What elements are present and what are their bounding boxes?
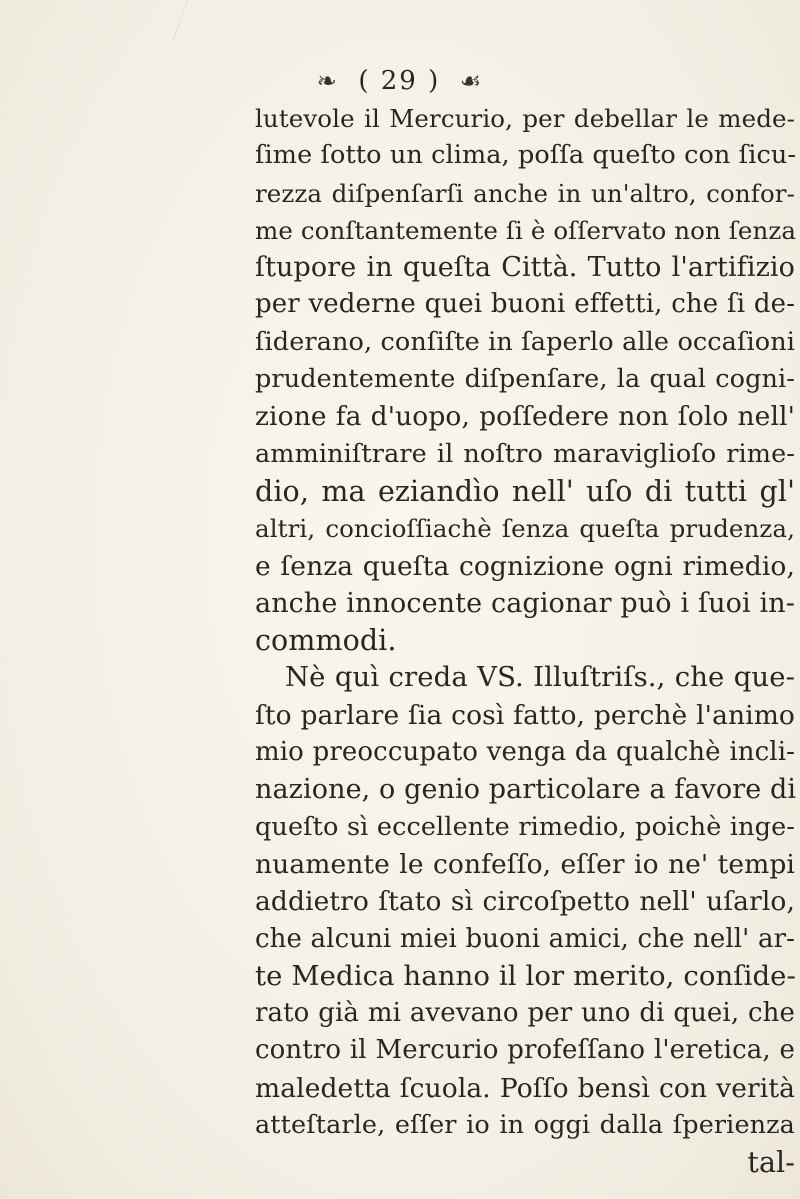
text-line: altri, concioſſiachè ſenza queſta prudenza,	[255, 514, 795, 544]
text-line: ſto parlare ſia così fatto, perchè l'animo	[255, 699, 795, 731]
text-line: nuamente le confeſſo, eſſer io ne' tempi	[255, 848, 795, 880]
text-line: zione fa d'uopo, poſſedere non ſolo nell'	[255, 401, 795, 433]
text-line: ſtupore in queſta Città. Tutto l'artifizio	[255, 252, 795, 284]
text-line: lutevole il Mercurio, per debellar le mede-	[255, 104, 795, 133]
text-line: dio, ma eziandìo nell' uſo di tutti gl'	[255, 474, 795, 508]
page-number: ( 29 )	[358, 66, 441, 96]
fleuron-left-icon: ❧	[316, 67, 339, 95]
page-header	[0, 62, 800, 97]
text-line: te Medica hanno il lor merito, conſide-	[255, 959, 796, 992]
text-line: mio preoccupato venga da qualchè incli-	[255, 737, 795, 768]
page-fold-mark	[173, 0, 229, 40]
paragraph-end-line: commodi.	[255, 624, 397, 658]
text-line: amminiſtrare il noſtro maraviglioſo rime-	[255, 438, 795, 469]
text-line: maledetta ſcuola. Poſſo bensì con verità	[255, 1072, 795, 1104]
paragraph-start-line: Nè quì creda VS. Illuſtriſs., che que-	[285, 661, 795, 694]
text-line: addietro ſtato sì circoſpetto nell' uſarlo,	[255, 886, 795, 918]
text-line: anche innocente cagionar può i ſuoi in-	[255, 587, 795, 619]
text-line: e ſenza queſta cognizione ogni rimedio,	[255, 550, 795, 582]
text-line: rezza diſpenſarſi anche in un'altro, confor-	[255, 178, 795, 208]
text-line: me conſtantemente ſi è oſſervato non ſenza	[255, 215, 797, 245]
text-line: ſime ſotto un clima, poſſa queſto con ſicu-	[255, 140, 797, 171]
text-line: queſto sì eccellente rimedio, poichè inge-	[255, 811, 795, 842]
fleuron-right-icon: ☙	[459, 67, 484, 95]
text-line: per vederne quei buoni effetti, che ſi de-	[255, 289, 795, 320]
text-line: rato già mi avevano per uno di quei, che	[255, 998, 795, 1029]
text-line: atteſtarle, eſſer io in oggi dalla ſperienza	[255, 1110, 795, 1141]
body-text	[255, 100, 795, 1182]
catchword: tal-	[747, 1146, 795, 1180]
text-line: ſiderano, conſiſte in ſaperlo alle occaſioni	[255, 326, 795, 357]
text-line: contro il Mercurio profeſſano l'eretica, e	[255, 1035, 795, 1066]
text-line: che alcuni miei buoni amici, che nell' ar-	[255, 923, 795, 954]
text-line: nazione, o genio particolare a favore di	[255, 774, 797, 806]
text-line: prudentemente diſpenſare, la qual cogni-	[255, 364, 795, 395]
